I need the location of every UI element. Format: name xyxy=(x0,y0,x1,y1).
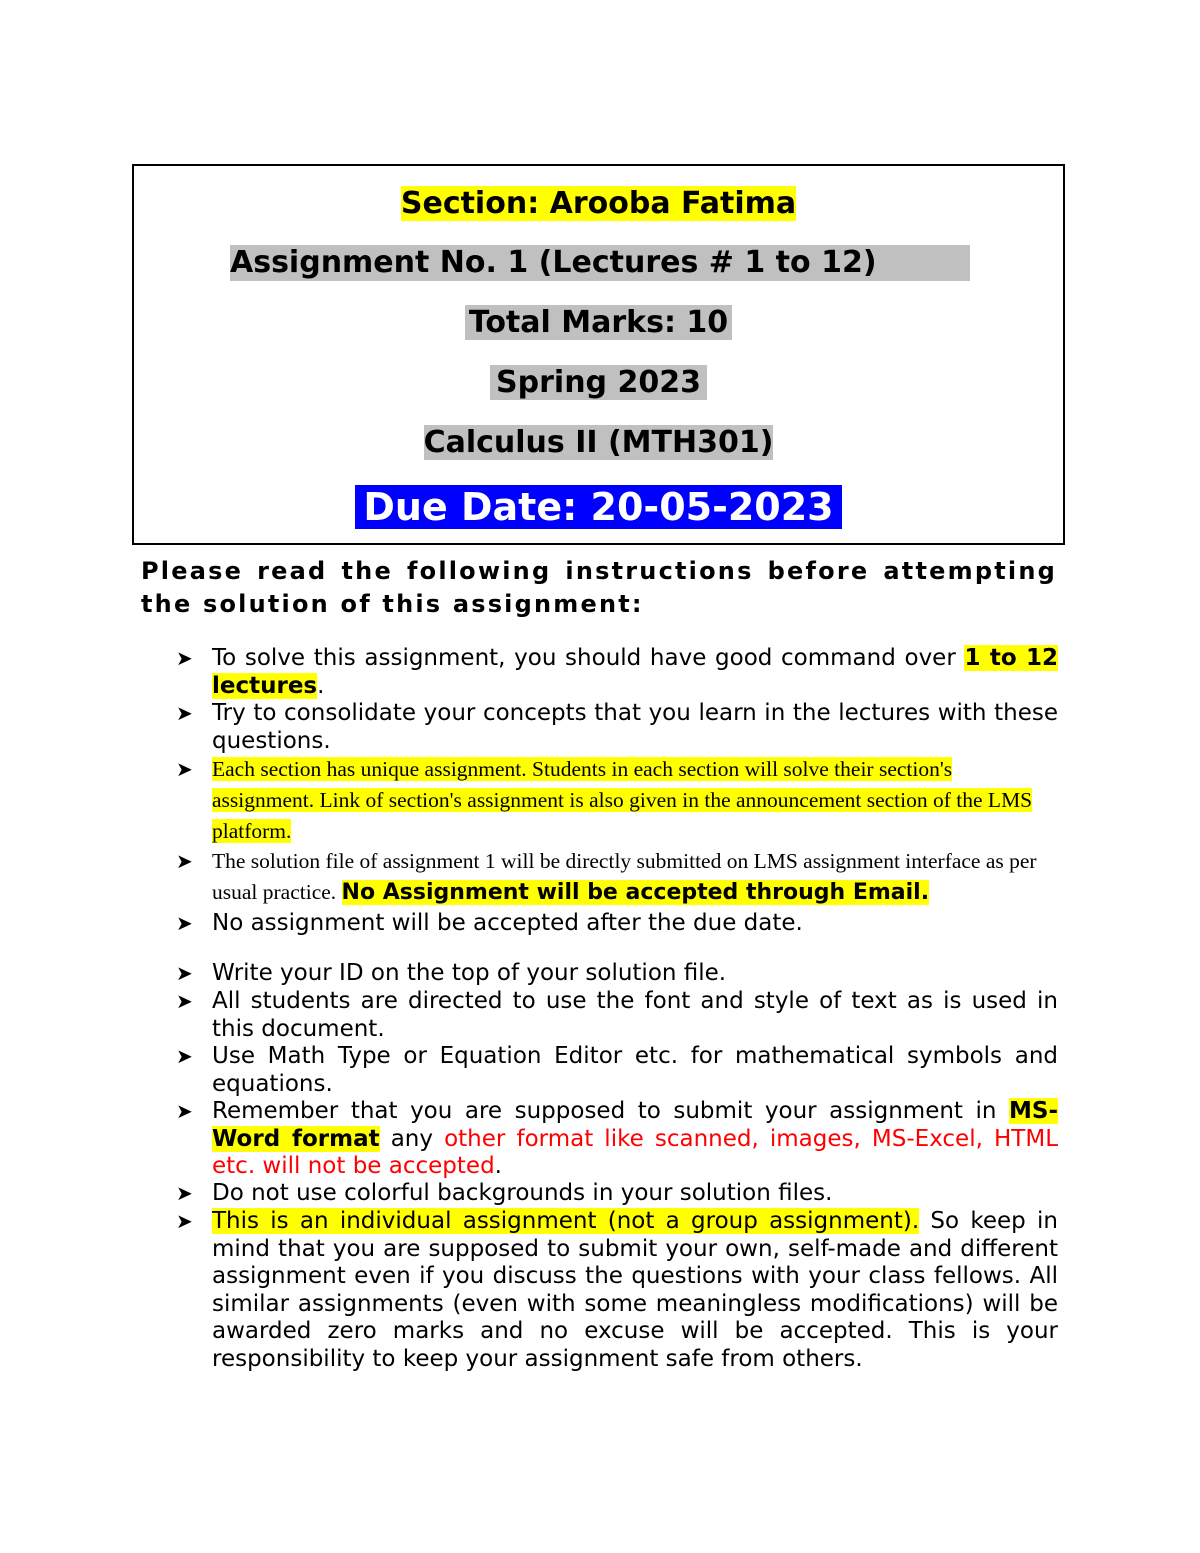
assignment-line xyxy=(230,245,970,281)
instruction-8: Use Math Type or Equation Editor etc. for mathematical symbols and equations. xyxy=(212,1043,1058,1097)
arrow-bullet-icon: ➤ xyxy=(176,849,193,873)
term: Spring 2023 xyxy=(490,365,707,400)
instruction-11-highlight: This is an individual assignment (not a group assignment). xyxy=(212,1208,920,1234)
arrow-bullet-icon: ➤ xyxy=(176,701,193,725)
instruction-1-end: . xyxy=(317,672,325,699)
instruction-5: No assignment will be accepted after the due date. xyxy=(212,910,803,936)
instruction-3-text: Each section has unique assignment. Students in each section will solve their section's assignment. Link of section's assignment is also given in the announcement section of the LMS platform. xyxy=(212,757,1033,843)
instruction-4-highlight: No Assignment will be accepted through Email. xyxy=(341,880,930,905)
instruction-10: Do not use colorful backgrounds in your solution files. xyxy=(212,1180,833,1206)
due-line xyxy=(134,484,1063,530)
arrow-bullet-icon: ➤ xyxy=(176,1099,193,1123)
arrow-bullet-icon: ➤ xyxy=(176,1181,193,1205)
instruction-4-text: The solution file of assignment 1 will be directly submitted on LMS assignment interface as per usual practice. xyxy=(212,849,1037,904)
instruction-9-any: any xyxy=(379,1125,445,1152)
instruction-2: Try to consolidate your concepts that you learn in the lectures with these questions. xyxy=(212,700,1058,754)
instruction-11-text: So keep in mind that you are supposed to submit your own, self-made and different assignment even if you discuss the questions with your class fellows. All similar assignments (even with some meaningless modifications) will be awarded zero marks and no excuse will be accepted. This is your responsibility to keep your assignment safe from others. xyxy=(212,1208,1058,1372)
arrow-bullet-icon: ➤ xyxy=(176,1209,193,1233)
marks-line xyxy=(134,305,1063,341)
instruction-1-highlight: 1 to 12 lectures xyxy=(212,645,1058,699)
instruction-9-highlight: MS-Word format xyxy=(212,1098,1058,1152)
term-line xyxy=(134,365,1063,401)
course-line xyxy=(134,425,1063,461)
instruction-3 xyxy=(212,754,1042,847)
instruction-1 xyxy=(212,645,1058,700)
assignment-header-box xyxy=(132,164,1065,545)
assignment-title: Assignment No. 1 (Lectures # 1 to 12) xyxy=(230,245,970,281)
arrow-bullet-icon: ➤ xyxy=(176,757,193,781)
instruction-9-warning: other format like scanned, images, MS-Excel, HTML etc. will not be accepted xyxy=(212,1125,1059,1179)
instruction-1-text: To solve this assignment, you should have good command over xyxy=(212,645,965,671)
instruction-4 xyxy=(212,846,1058,908)
arrow-bullet-icon: ➤ xyxy=(176,961,193,985)
arrow-bullet-icon: ➤ xyxy=(176,1044,193,1068)
arrow-bullet-icon: ➤ xyxy=(176,989,193,1013)
arrow-bullet-icon: ➤ xyxy=(176,911,193,935)
instruction-6: Write your ID on the top of your solution file. xyxy=(212,960,727,986)
due-date: Due Date: 20-05-2023 xyxy=(355,485,841,529)
section-line xyxy=(134,186,1063,222)
section-title: Section: Arooba Fatima xyxy=(400,186,797,221)
instruction-9 xyxy=(212,1098,1058,1181)
instruction-7: All students are directed to use the font and style of text as is used in this document. xyxy=(212,988,1058,1042)
instruction-11 xyxy=(212,1208,1058,1373)
instruction-9-end: . xyxy=(494,1153,502,1179)
arrow-bullet-icon: ➤ xyxy=(176,646,193,670)
instruction-9-text: Remember that you are supposed to submit your assignment in xyxy=(212,1098,1009,1124)
total-marks: Total Marks: 10 xyxy=(465,305,732,340)
course-title: Calculus II (MTH301) xyxy=(423,425,774,460)
instructions-intro: Please read the following instructions before attempting the solution of this assignment: xyxy=(141,557,1057,618)
